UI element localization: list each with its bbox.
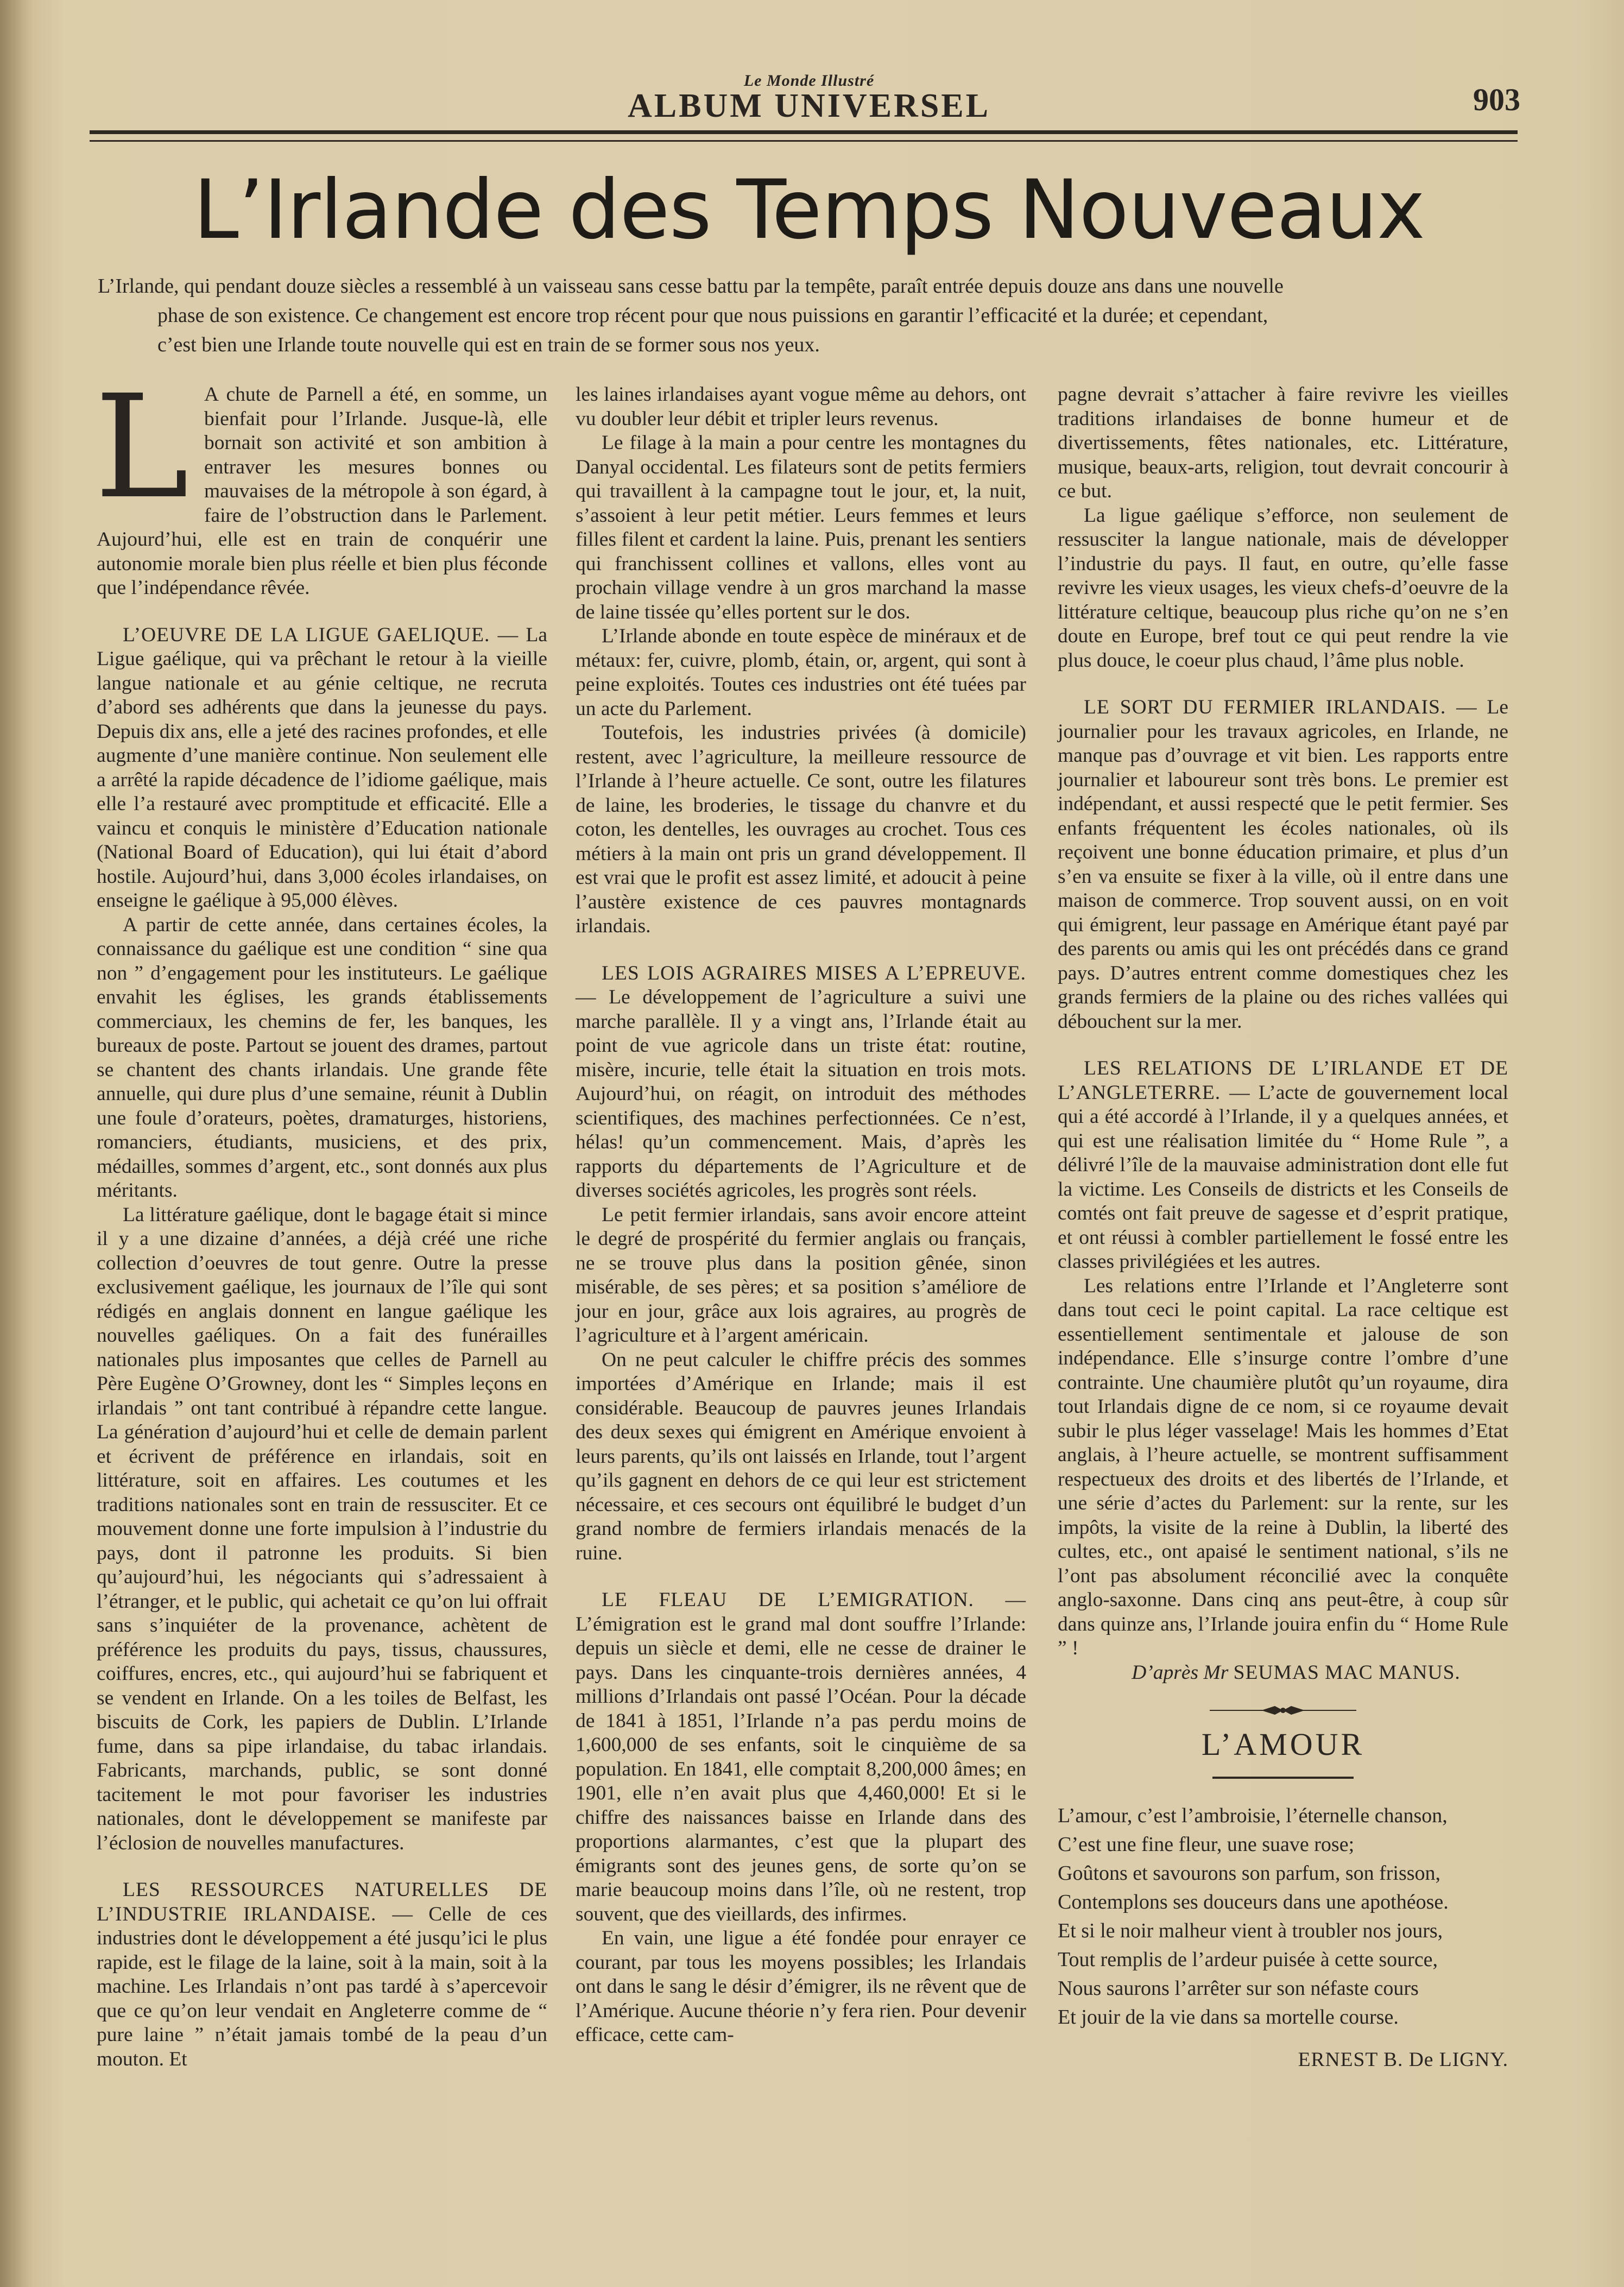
section-heading: LE FLEAU DE L’EMIGRATION. —: [602, 1589, 1026, 1611]
poem-line: C’est une fine fleur, une suave rose;: [1058, 1833, 1355, 1856]
poem-line: L’amour, c’est l’ambroisie, l’éternelle chanson,: [1058, 1804, 1448, 1827]
poem-title-rule: [1212, 1777, 1354, 1779]
section-heading: L’OEUVRE DE LA LIGUE GAELIQUE. —: [123, 623, 519, 646]
drop-cap: L: [94, 364, 189, 530]
paragraph: A partir de cette année, dans certaines écoles, la connaissance du gaélique est une condition “ sine qua non ” d’engagement pour les instituteurs. Le gaélique envahit les églises, les grands établissements commerciaux, les chemins de fer, les banques, les bureaux de poste. Partout se jouent des drames, partout se chantent des chants irlandais. Une grande fête annuelle, qui dure plus d’une semaine, réunit à Dublin une foule d’orateurs, poètes, dramaturges, historiens, romanciers, étudiants, musiciens, et des prix, médailles, sommes d’argent, etc., sont donnés aux plus méritants.: [97, 913, 547, 1202]
section-paragraph: LES RESSOURCES NATURELLES DE L’INDUSTRIE IRLANDAISE. — Celle de ces industries dont le développement a été jusqu’ici le plus rapide, est le filage de la laine, soit à la main, soit à la machine. Les Irlandais n’ont pas tardé à s’apercevoir que ce qu’on leur vendait en Angleterre comme de “ pure laine ” n’était jamais tombé de la peau d’un mouton. Et: [97, 1879, 547, 2070]
paragraph: Le petit fermier irlandais, sans avoir encore atteint le degré de prospérité du fermier anglais ou français, ne se trouve plus dans la position gênée, sinon misérable, de ses pères; et sa position s’améliore de jour en jour, grâce aux lois agraires, au progrès de l’agriculture et à l’argent américain.: [576, 1203, 1026, 1347]
paragraph: La littérature gaélique, dont le bagage était si mince il y a une dizaine d’années, a déjà créé une riche collection d’oeuvres de tout genre. Outre la presse exclusivement gaélique, les journaux de l’île qui sont rédigés en anglais donnent en langue gaélique les nouvelles gaéliques. On a fait des funérailles nationales plus imposantes que celles de Parnell au Père Eugène O’Growney, dont les “ Simples leçons en irlandais ” ont tant contribué à répandre cette langue. La génération d’aujourd’hui et celle de demain parlent et écrivent de préférence en irlandais, soit en littérature, soit en affaires. Les coutumes et les traditions nationales sont en train de ressusciter. Et ce mouvement donne une forte impulsion à l’industrie du pays, dont il patronne les produits. Si bien qu’aujourd’hui, les négociants qui s’adressaient à l’étranger, et le public, qui achetait ce qu’on lui offrait sans s’inquiéter de la provenance, achètent de préférence les produits du pays, tissus, chaussures, coiffures, encres, etc., qui aujourd’hui se fabriquent et se vendent en Irlande. On a les toiles de Belfast, les biscuits de Cork, les papiers de Dublin. L’Irlande fume, dans sa pipe irlandaise, du tabac irlandais. Fabricants, marchands, public, se sont donné tacitement le mot pour favoriser les industries nationales, dont le développement se manifeste par l’éclosion de nouvelles manufactures.: [97, 1203, 547, 1854]
poem-line: Et jouir de la vie dans sa mortelle course.: [1058, 2005, 1399, 2029]
intro-line: phase de son existence. Ce changement est encore trop récent pour que nous puissions en garantir l’efficacité et la durée; et cependant,: [157, 304, 1268, 327]
article-title: L’Irlande des Temps Nouveaux: [193, 163, 1425, 257]
magazine-subtitle: Le Monde Illustré: [743, 72, 875, 90]
header-rule-thick: [90, 130, 1518, 134]
section-paragraph: L’OEUVRE DE LA LIGUE GAELIQUE. — La Ligue gaélique, qui va prêchant le retour à la vieille langue nationale et au génie celtique, ne recruta d’abord ses adhérents que dans la jeunesse du pays. Depuis dix ans, elle a jeté des racines profondes, et elle augmente d’une manière continue. Non seulement elle a arrêté la rapide décadence de l’idiome gaélique, mais elle l’a restauré avec promptitude et efficacité. Elle a vaincu et conquis le ministère d’Education nationale (National Board of Education), qui lui était d’abord hostile. Aujourd’hui, dans 3,000 écoles irlandaises, on enseigne le gaélique à 95,000 élèves.: [97, 623, 547, 912]
article-intro: [98, 271, 1520, 359]
poem-author: ERNEST B. De LIGNY.: [1298, 2048, 1508, 2071]
poem: [1058, 1802, 1508, 2032]
paragraph: On ne peut calculer le chiffre précis des sommes importées d’Amérique en Irlande; mais il est considérable. Beaucoup de pauvres jeunes Irlandais des deux sexes qui émigrent en Amérique envoient à leurs parents, qu’ils ont laissés en Irlande, tout l’argent qu’ils gagnent en dehors de ce qui leur est strictement nécessaire, et ces secours ont équilibré le budget d’un grand nombre de fermiers irlandais menacés de la ruine.: [576, 1348, 1026, 1564]
column-2: [576, 383, 1026, 2048]
magazine-title: ALBUM UNIVERSEL: [627, 87, 991, 124]
section-heading: LE SORT DU FERMIER IRLANDAIS. —: [1084, 696, 1477, 718]
poem-line: Goûtons et savourons son parfum, son frisson,: [1058, 1861, 1441, 1885]
section-paragraph: LES RELATIONS DE L’IRLANDE ET DE L’ANGLETERRE. — L’acte de gouvernement local qui a été accordé à l’Irlande, il y a quelques années, et qui est une réalisation limitée du “ Home Rule ”, a délivré l’île de la mauvaise administration dont elle fut la victime. Les Conseils de districts et les Conseils de comtés ont fait preuve de sagesse et d’esprit pratique, et ont réussi à combler partiellement le fossé entre les classes privilégiées et les autres.: [1058, 1057, 1508, 1273]
poem-title: L’AMOUR: [1201, 1727, 1365, 1762]
header-rule-thin: [90, 140, 1518, 142]
opening-paragraph: L A chute de Parnell a été, en somme, un bienfait pour l’Irlande. Jusque-là, elle bornait son activité et son ambition à entraver les mesures bonnes ou mauvaises de la métropole à son égard, à faire de l’obstruction dans le Parlement. Aujourd’hui, elle est en train de conquérir une autonomie morale bien plus réelle et bien plus féconde que l’indépendance rêvée.: [94, 364, 547, 599]
section-paragraph: LE FLEAU DE L’EMIGRATION. — L’émigration est le grand mal dont souffre l’Irlande: depuis un siècle et demi, elle ne cesse de drainer le pays. Dans les cinquante-trois dernières années, 4 millions d’Irlandais ont passé l’Océan. Pour la décade de 1841 à 1851, l’Irlande n’a pas perdu moins de 1,600,000 de ses enfants, soit le cinquième de sa population. En 1841, elle comptait 8,200,000 âmes; en 1901, elle n’en avait plus que 4,460,000! Et si le chiffre des naissances baisse en Irlande dans des proportions alarmantes, c’est que la plupart des émigrants sont des jeunes gens, de sorte qu’on se marie beaucoup moins dans l’île, où ne restent, trop souvent, que des vieillards, des infirmes.: [576, 1589, 1026, 1925]
author-name: SEUMAS MAC MANUS.: [1233, 1661, 1461, 1684]
paragraph: Le filage à la main a pour centre les montagnes du Danyal occidental. Les filateurs sont de petits fermiers qui travaillent à la campagne tout le jour, et, la nuit, s’assoient à leur petit métier. Leurs femmes et leurs filles filent et cardent la laine. Puis, prenant les sentiers qui franchissent collines et vallons, elles vont au prochain village vendre à un gros marchand la masse de laine tissée qu’elles portent sur le dos.: [576, 432, 1026, 623]
section-heading: LES LOIS AGRAIRES MISES A L’EPREUVE. —: [576, 962, 1026, 1008]
page-number: 903: [1473, 82, 1520, 117]
paragraph: Toutefois, les industries privées (à domicile) restent, avec l’agriculture, la meilleure ressource de l’Irlande à l’heure actuelle. Ce sont, outre les filatures de laine, les broderies, le tissage du chanvre et du coton, les dentelles, les ouvrages au crochet. Tous ces métiers à la main ont pris un grand développement. Il est vrai que le profit est assez limité, et adoucit à peine l’austère existence de ces pauvres montagnards irlandais.: [576, 722, 1026, 937]
column-3: [1058, 383, 1508, 2072]
paragraph: les laines irlandaises ayant vogue même au dehors, ont vu doubler leur débit et tripler leurs revenus.: [576, 383, 1026, 430]
poem-line: Nous saurons l’arrêter sur son néfaste cours: [1058, 1976, 1419, 2000]
ornament-divider: [1210, 1703, 1356, 1717]
section-heading: LES RESSOURCES NATURELLES DE L’INDUSTRIE IRLANDAISE. —: [97, 1879, 547, 1925]
paragraph: L’Irlande abonde en toute espèce de minéraux et de métaux: fer, cuivre, plomb, étain, or, argent, qui sont à peine exploités. Toutes ces industries ont été tuées par un acte du Parlement.: [576, 625, 1026, 720]
poem-line: Et si le noir malheur vient à troubler nos jours,: [1058, 1919, 1443, 1942]
section-heading: LES RELATIONS DE L’IRLANDE ET DE L’ANGLETERRE. —: [1058, 1057, 1508, 1104]
intro-line: c’est bien une Irlande toute nouvelle qui est en train de se former sous nos yeux.: [157, 333, 820, 356]
article-byline: D’après Mr SEUMAS MAC MANUS.: [1132, 1661, 1461, 1684]
paragraph: En vain, une ligue a été fondée pour enrayer ce courant, par tous les moyens possibles; les Irlandais ont dans le sang le désir d’émigrer, ils ne rêvent que de l’Amérique. Aucune théorie n’y fera rien. Pour devenir efficace, cette cam-: [576, 1927, 1026, 2046]
section-paragraph: LE SORT DU FERMIER IRLANDAIS. — Le journalier pour les travaux agricoles, en Irlande, ne manque pas d’ouvrage et vit bien. Les rapports entre journalier et laboureur sont très bons. Le premier est indépendant, et aussi respecté que le petit fermier. Ses enfants fréquentent les écoles nationales, où ils reçoivent une bonne éducation primaire, et plus d’un s’en va ensuite se fixer à la ville, où il entre dans une maison de commerce. Trop souvent aussi, on en voit qui émigrent, leur passage en Amérique étant payé par des parents ou amis qui les ont précédés dans ce grand pays. D’autres entrent comme domestiques chez les grands fermiers de la plaine ou des riches vallées qui débouchent sur la mer.: [1058, 696, 1508, 1033]
section-paragraph: LES LOIS AGRAIRES MISES A L’EPREUVE. — Le développement de l’agriculture a suivi une marche parallèle. Il y a vingt ans, l’Irlande était au point de vue agricole dans un triste état: routine, misère, incurie, telle était la situation en trois mots. Aujourd’hui, on réagit, on introduit des méthodes scientifiques, des machines perfectionnées. Ce n’est, hélas! qu’un commencement. Mais, d’après les rapports du départements de l’Agriculture et de diverses sociétés agricoles, les progrès sont réels.: [576, 962, 1026, 1202]
intro-line: L’Irlande, qui pendant douze siècles a ressemblé à un vaisseau sans cesse battu par la tempête, paraît entrée depuis douze ans dans une nouvelle: [98, 275, 1284, 298]
paragraph: pagne devrait s’attacher à faire revivre les vieilles traditions irlandaises de bonne humeur et de divertissements, fêtes nationales, etc. Littérature, musique, beaux-arts, religion, tout devrait concourir à ce but.: [1058, 383, 1508, 502]
paragraph: Les relations entre l’Irlande et l’Angleterre sont dans tout ceci le point capital. La race celtique est essentiellement sentimentale et jalouse de son indépendance. Elle s’insurge contre l’ombre d’une contrainte. Une chaumière plutôt qu’un royaume, dira tout Irlandais digne de ce nom, si ce royaume devait subir le plus léger vasselage! Mais les hommes d’Etat anglais, à l’heure actuelle, se montrent suffisamment respectueux des droits et des libertés de l’Irlande, et une série d’actes du Parlement: sur la rente, sur les impôts, la visite de la reine à Dublin, la liberté des cultes, etc., ont apaisé le sentiment national, s’ils ne l’ont pas absolument réconcilié avec la conquête anglo-saxonne. Dans cinq ans peut-être, à coup sûr dans quinze ans, l’Irlande jouira enfin du “ Home Rule ” !: [1058, 1274, 1508, 1659]
paragraph: La ligue gaélique s’efforce, non seulement de ressusciter la langue nationale, mais de développer l’industrie du pays. Il faut, en outre, qu’elle fasse revivre les vieux usages, les vieux chefs-d’oeuvre de la littérature celtique, beaucoup plus riche qu’on ne s’en doute en Europe, bref tout ce qui peut rendre la vie plus douce, le coeur plus chaud, l’âme plus noble.: [1058, 504, 1508, 672]
poem-line: Tout remplis de l’ardeur puisée à cette source,: [1058, 1948, 1438, 1971]
poem-line: Contemplons ses douceurs dans une apothéose.: [1058, 1890, 1449, 1913]
binding-shadow: [0, 0, 33, 2287]
column-1: [94, 364, 547, 2071]
